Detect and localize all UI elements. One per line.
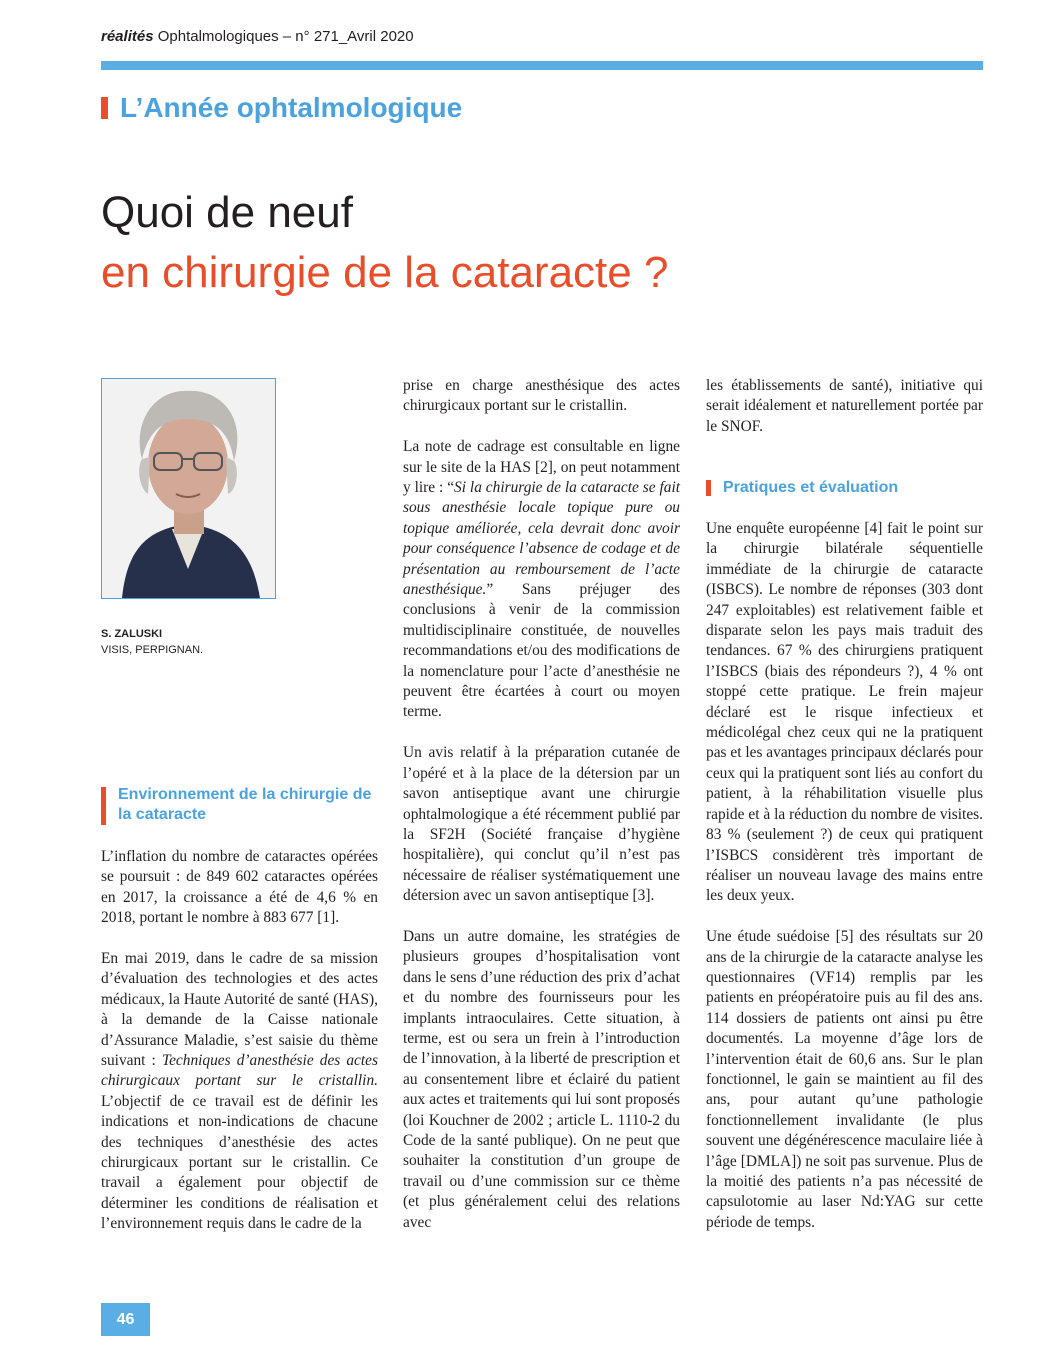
article-title-line1: Quoi de neuf: [101, 188, 353, 237]
header-rule: [101, 61, 983, 70]
subheading-text: Pratiques et évaluation: [723, 479, 899, 496]
subheading-marker: [706, 480, 711, 496]
section-marker: [101, 97, 108, 119]
subheading-marker: [101, 787, 106, 825]
author-name: S. ZALUSKI: [101, 628, 163, 640]
column-1: [101, 847, 378, 1255]
author-affiliation: VISIS, PERPIGNAN.: [101, 644, 204, 656]
paragraph: Une étude suédoise [5] des résultats sur 20 ans de la chirurgie de la cataracte analyse les questionnaires (VF14) remplis par les patients en préopératoire puis au fil des ans. 114 dossiers de patients ont ainsi pu être documentés. La moyenne d’âge lors de l’intervention était de 60,6 ans. Sur le plan fonctionnel, le gain se maintient au fil des ans, pour autant qu’une pathologie fonctionnellement invalidante (le plus souvent une dégénérescence maculaire liée à l’âge [DMLA]) ne soit pas survenue. Plus de la moitié des patients n’a pas nécessité de capsulotomie au laser Nd:YAG sur cette période de temps.: [706, 928, 983, 1231]
paragraph: Dans un autre domaine, les stratégies de plusieurs groupes d’hospitalisation vont dans le sens d’une réduction des prix d’achat et du nombre des fournisseurs pour les implants intraoculaires. Cette situation, à terme, est ou sera un frein à l’introduction de l’innovation, à la liberté de prescription et au consentement libre et éclairé du patient aux actes et traitements qui lui sont proposés (loi Kouchner de 2002 ; article L. 1110-2 du Code de la santé publique). On ne peut que souhaiter la constitution d’un groupe de travail ou d’une commission sur ce thème (et plus généralement celui des relations avec: [403, 927, 680, 1231]
author-photo: [101, 378, 276, 599]
paragraph: prise en charge anesthésique des actes chirurgicaux portant sur le cristallin.: [403, 377, 680, 415]
column-2: [403, 376, 680, 1253]
paragraph: La note de cadrage est consultable en ligne sur le site de la HAS [2], on peut notamment y lire : “Si la chirurgie de la cataracte se fait sous anesthésie locale topique pure ou topique améliorée, cela devrait donc avoir pour conséquence l’absence de codage et de présentation au remboursement de l’acte anesthésique.” Sans préjuger des conclusions à venir de la commission multidisciplinaire constituée, de nouvelles recommandations et/ou des modifications de la nomenclature pour l’acte d’anesthésie ne peuvent être écartées à court ou moyen terme.: [403, 438, 681, 721]
paragraph: En mai 2019, dans le cadre de sa mission d’évaluation des technologies et des actes médicaux, la Haute Autorité de santé (HAS), à la demande de la Caisse nationale d’Assurance Maladie, s’est saisie du thème suivant : Techniques d’anesthésie des actes chirurgicaux portant sur le cristallin. L’objectif de ce travail est de définir les indications et non-indications de chacune des techniques d’anesthésie des actes chirurgicaux portant sur le cristallin. Ce travail a également pour objectif de déterminer les conditions de réalisation et l’environnement requis dans le cadre de la: [101, 950, 378, 1233]
section-title: [101, 92, 462, 124]
subheading-pratiques: [723, 478, 983, 498]
subheading-text: Environnement de la chirurgie de la cataracte: [118, 786, 372, 823]
article-title-line2: en chirurgie de la cataracte ?: [101, 248, 669, 297]
section-label: L’Année ophtalmologique: [120, 92, 463, 123]
column-3-top: [706, 376, 983, 458]
portrait-image: [102, 379, 275, 598]
page-number: 46: [101, 1303, 150, 1336]
paragraph: Un avis relatif à la préparation cutanée de l’opéré et à la place de la détersion par un savon antiseptique avant une chirurgie ophtalmologique a été récemment publié par la SF2H (Société française d’hygiène hospitalière), qui conclut qu’il n’est pas nécessaire de réaliser systématiquement une détersion avec un savon antiseptique [3].: [403, 744, 680, 905]
journal-brand: réalités: [101, 28, 154, 45]
subheading-environnement: [118, 785, 378, 825]
column-3: [706, 519, 983, 1254]
paragraph: Une enquête européenne [4] fait le point sur la chirurgie bilatérale séquentielle immédiate de la chirurgie de cataracte (ISBCS). Le nombre de réponses (303 dont 247 exploitables) est relativement faible et disparate selon les pays mais traduit des tendances. 67 % des chirurgiens pratiquent l’ISBCS (biais des répondeurs ?), 4 % ont stoppé cette pratique. Le frein majeur déclaré est le risque infectieux et médicolégal chez ceux qui ne la pratiquent pas et les avantages principaux déclarés pour ceux qui la pratiquent sont liés au confort du patient, à la réhabilitation visuelle plus rapide et à la réduction du nombre de visites. 83 % (seulement ?) de ceux qui pratiquent l’ISBCS considèrent très important de réaliser un nouveau lavage des mains entre les deux yeux.: [706, 520, 983, 905]
running-header: [101, 28, 414, 45]
paragraph: L’inflation du nombre de cataractes opérées se poursuit : de 849 602 cataractes opérées en 2017, la croissance a été de 4,6 % en 2018, portant le nombre à 883 677 [1].: [101, 848, 378, 927]
issue-info: Ophtalmologiques – n° 271_Avril 2020: [157, 28, 414, 45]
paragraph: les établissements de santé), initiative qui serait idéalement et naturellement portée par le SNOF.: [706, 377, 983, 435]
